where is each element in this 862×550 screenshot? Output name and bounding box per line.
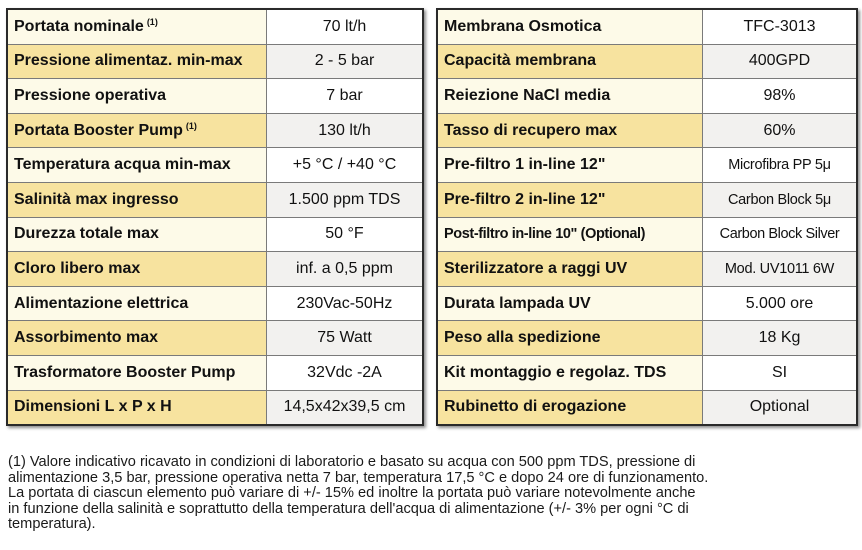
- row-value: 130 lt/h: [267, 113, 423, 148]
- table-row: [438, 217, 856, 252]
- table-row: [8, 355, 422, 390]
- row-label: Alimentazione elettrica: [8, 286, 267, 321]
- row-value: inf. a 0,5 ppm: [267, 252, 423, 287]
- row-label: Pre-filtro 1 in-line 12": [438, 148, 703, 183]
- table-row: [8, 252, 422, 287]
- row-value: 18 Kg: [703, 321, 857, 356]
- table-row: [8, 10, 422, 44]
- table-row: [438, 390, 856, 424]
- table-row: [438, 148, 856, 183]
- row-label: Temperatura acqua min-max: [8, 148, 267, 183]
- row-label: Durata lampada UV: [438, 286, 703, 321]
- row-value: 230Vac-50Hz: [267, 286, 423, 321]
- footnote-line: in funzione della salinità e soprattutto della temperatura dell'acqua di alimentazione (+/- 3% per ogni °C di: [8, 500, 689, 517]
- row-label: Sterilizzatore a raggi UV: [438, 252, 703, 287]
- row-label: Reiezione NaCl media: [438, 79, 703, 114]
- table-row: [438, 44, 856, 79]
- row-value: 7 bar: [267, 79, 423, 114]
- row-label: Portata nominale $^{(1)}$: [8, 10, 267, 44]
- row-value: Microfibra PP 5μ: [703, 148, 857, 183]
- row-label: Post-filtro in-line 10" (Optional): [438, 217, 703, 252]
- row-value: 400GPD: [703, 44, 857, 79]
- specs-table-right: [436, 8, 858, 426]
- table-row: [438, 79, 856, 114]
- row-value: Optional: [703, 390, 857, 424]
- table-row: [8, 79, 422, 114]
- row-label: Tasso di recupero max: [438, 113, 703, 148]
- table-row: [8, 286, 422, 321]
- specs-table-right-grid: [438, 10, 856, 424]
- row-label: Pressione alimentaz. min-max: [8, 44, 267, 79]
- row-value: 32Vdc -2A: [267, 355, 423, 390]
- row-label: Pressione operativa: [8, 79, 267, 114]
- specs-table-left: [6, 8, 424, 426]
- footnote-line: temperatura).: [8, 516, 96, 532]
- table-row: [438, 10, 856, 44]
- footnote-line: La portata di ciascun elemento può variare di +/- 15% ed inoltre la portata può variare notevolmente anche: [8, 485, 696, 501]
- row-label: Trasformatore Booster Pump: [8, 355, 267, 390]
- table-row: [438, 182, 856, 217]
- table-row: [8, 390, 422, 424]
- row-value: 5.000 ore: [703, 286, 857, 321]
- row-value: 98%: [703, 79, 857, 114]
- footnote-marker: (1): [185, 121, 197, 132]
- row-label: Pre-filtro 2 in-line 12": [438, 182, 703, 217]
- row-value: Mod. UV1011 6W: [703, 252, 857, 287]
- row-label: Dimensioni L x P x H: [8, 390, 267, 424]
- row-value: 2 - 5 bar: [267, 44, 423, 79]
- row-value: SI: [703, 355, 857, 390]
- row-value: Carbon Block Silver: [703, 217, 857, 252]
- row-label: Rubinetto di erogazione: [438, 390, 703, 424]
- footnote-line: (1) Valore indicativo ricavato in condizioni di laboratorio e basato su acqua con 500 ppm TDS, pressione di: [8, 454, 696, 470]
- row-value: 50 °F: [267, 217, 423, 252]
- row-value: 60%: [703, 113, 857, 148]
- row-label: Peso alla spedizione: [438, 321, 703, 356]
- row-value: 75 Watt: [267, 321, 423, 356]
- row-value: 1.500 ppm TDS: [267, 182, 423, 217]
- row-label: Capacità membrana: [438, 44, 703, 79]
- row-label: Durezza totale max: [8, 217, 267, 252]
- row-label: Assorbimento max: [8, 321, 267, 356]
- row-label: Membrana Osmotica: [438, 10, 703, 44]
- table-row: [8, 182, 422, 217]
- row-label: Portata Booster Pump $^{(1)}$: [8, 113, 267, 148]
- table-row: [8, 113, 422, 148]
- table-row: [438, 252, 856, 287]
- row-value: Carbon Block 5μ: [703, 182, 857, 217]
- table-row: [8, 148, 422, 183]
- footnote: [8, 455, 858, 533]
- specs-table-left-grid: [8, 10, 422, 424]
- row-value: +5 °C / +40 °C: [267, 148, 423, 183]
- row-label: Kit montaggio e regolaz. TDS: [438, 355, 703, 390]
- table-row: [438, 286, 856, 321]
- row-value: 70 lt/h: [267, 10, 423, 44]
- footnote-marker: (1): [146, 17, 158, 28]
- footnote-line: alimentazione 3,5 bar, pressione operativa netta 7 bar, temperatura 17,5 °C e dopo 24 ore di funzionamento.: [8, 469, 709, 486]
- row-value: TFC-3013: [703, 10, 857, 44]
- table-row: [438, 355, 856, 390]
- table-row: [8, 321, 422, 356]
- row-label: Cloro libero max: [8, 252, 267, 287]
- table-row: [8, 44, 422, 79]
- row-value: 14,5x42x39,5 cm: [267, 390, 423, 424]
- row-label: Salinità max ingresso: [8, 182, 267, 217]
- table-row: [438, 321, 856, 356]
- table-row: [438, 113, 856, 148]
- table-row: [8, 217, 422, 252]
